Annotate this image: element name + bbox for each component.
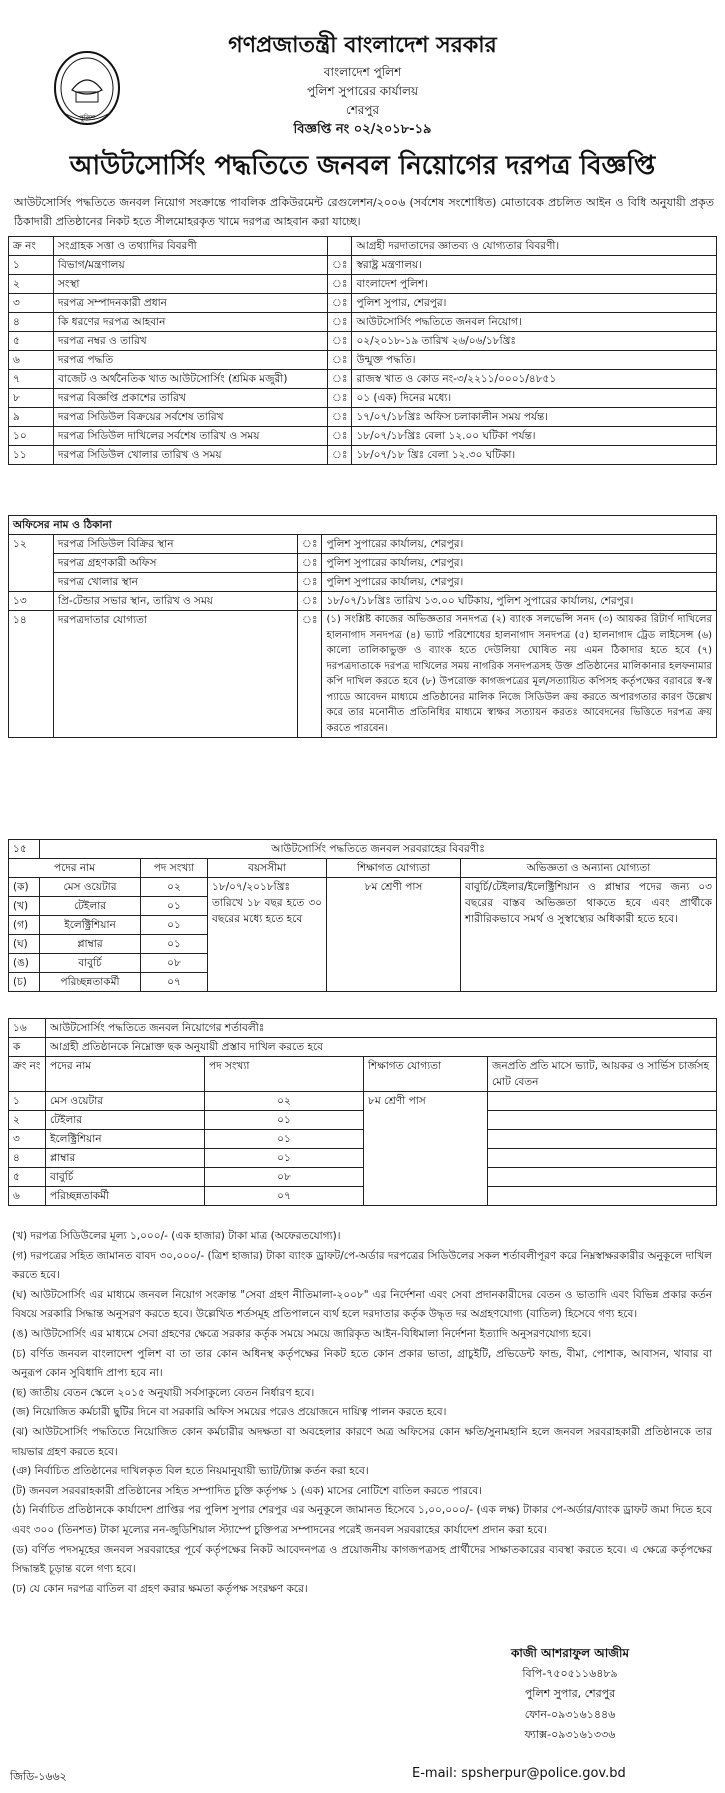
post-count: ০৮ (205, 1168, 364, 1187)
row-label: সংস্থা (54, 275, 328, 294)
post-name: টেইলার (40, 897, 141, 916)
colon: ঃ (328, 389, 352, 408)
row-value: আউটসোর্সিং পদ্ধতিতে জনবল নিয়োগ। (352, 313, 717, 332)
phone: ফোন-০৯৩১৬১৪৪৬ (524, 1707, 616, 1721)
row-label: দরপত্র সিডিউল বিক্রয়ের সর্বশেষ তারিখ (54, 408, 328, 427)
colon: ঃ (298, 611, 322, 738)
col-count: পদ সংখ্যা (141, 859, 208, 878)
colon: ঃ (328, 256, 352, 275)
row-value: পুলিশ সুপারের কার্যালয়, শেরপুর। (322, 573, 717, 592)
row-no: ৬ (9, 351, 54, 370)
table-row (9, 592, 717, 611)
table-header-row (9, 859, 717, 878)
post-count: ০১ (205, 1149, 364, 1168)
colon: ঃ (328, 275, 352, 294)
notice-number: বিজ্ঞপ্তি নং ০২/২০১৮-১৯ (293, 122, 432, 137)
table-row (9, 1149, 717, 1168)
email-link[interactable]: E-mail: spsherpur@police.gov.bd (412, 1766, 626, 1781)
row-no: ১৫ (9, 840, 40, 859)
condition-item: (ঙ) আউটসোর্সিং এর মাধ্যমে সেবা গ্রহণের ক্ষেত্রে সরকার কর্তৃক সময়ে সময়ে জারিকৃত আইন-বিধিমালা নির্দেশনা ইত্যাদি অনুসরণযোগ্য হবে। (12, 1327, 592, 1340)
row-no: ক (9, 1038, 46, 1057)
row-no: ৭ (9, 370, 54, 389)
condition-item: (চ) বর্ণিত জনবল বাংলাদেশ পুলিশ বা তা তার কোন অধিনস্থ কর্তৃপক্ষের নিকট হতে কোন প্রকার ভাতা, গ্রাচুইটি, প্রভিডেন্ট ফান্ড, বীমা, পোশাক, আবাসন, খাবার বা অনুরূপ কোন সুবিধাদি প্রাপ্য হবে না। (12, 1347, 712, 1380)
colon: ঃ (328, 294, 352, 313)
row-value: ০২/২০১৮-১৯ তারিখ ২৬/০৬/১৮খ্রিঃ (352, 332, 717, 351)
table-header-row (9, 237, 717, 256)
signatory-name: কাজী আশরাফুল আজীম (510, 1646, 630, 1660)
row-value: পুলিশ সুপারের কার্যালয়, শেরপুর। (322, 554, 717, 573)
table-row (9, 275, 717, 294)
table-row (9, 1092, 717, 1111)
row-index: (গ) (9, 916, 40, 935)
salary-cell (488, 1130, 717, 1149)
table-row (9, 1187, 717, 1206)
condition-item: (গ) দরপত্রের সহিত জামানত বাবদ ৩০,০০০/- (ত্রিশ হাজার) টাকা ব্যাংক ড্রাফট/পে-অর্ডার দরপত্রের সিডিউলের সকল শর্তাবলীপূরণ করে নিম্নস্বাক্ষরকারীর অনুকূলে দাখিল করতে হবে। (12, 1249, 712, 1282)
table-row (9, 1111, 717, 1130)
colon: ঃ (328, 427, 352, 446)
conditions-list (12, 1227, 712, 1599)
row-index: (ঘ) (9, 935, 40, 954)
post-count: ০৮ (141, 954, 208, 973)
row-value: রাজস্ব খাত ও কোড নং-৩/২২১১/০০০১/৪৮৫১ (352, 370, 717, 389)
row-label: কি ধরণের দরপত্র আহবান (54, 313, 328, 332)
col-count: পদ সংখ্যা (205, 1057, 364, 1092)
row-no: ৪ (9, 1149, 46, 1168)
memo-number: জিডি-১৬৬২ (10, 1770, 67, 1783)
colon: ঃ (328, 446, 352, 465)
row-no: ৫ (9, 332, 54, 351)
row-index: (চ) (9, 973, 40, 992)
post-name: ইলেক্ট্রিশিয়ান (40, 916, 141, 935)
post-count: ০২ (205, 1092, 364, 1111)
row-value: ১৭/০৭/১৮খ্রিঃ অফিস চলাকালীন সময় পর্যন্ত। (352, 408, 717, 427)
condition-item: (ঞ) নির্বাচিত প্রতিষ্ঠানের দাখিলকৃত বিল হতে নিয়মানুযায়ী ভ্যাট/ট্যাক্স কর্তন করা হবে। (12, 1465, 369, 1478)
row-no: ১৪ (9, 611, 54, 738)
education: ৮ম শ্রেণী পাস (364, 1092, 488, 1206)
table-row (9, 611, 717, 738)
row-label: দরপত্র সিডিউল খোলার তারিখ ও সময় (54, 446, 328, 465)
notice-title: আউটসোর্সিং পদ্ধতিতে জনবল নিয়োগের দরপত্র বিজ্ঞপ্তি (69, 151, 656, 181)
condition-item: (ট) জনবল সরবরাহকারী প্রতিষ্ঠানের সহিত সম্পাদিত চুক্তি কর্তৃপক্ষ ১ (এক) মাসের নোটিশে বাতিল করতে পারবে। (12, 1484, 482, 1497)
fax: ফ্যাক্স-০৯৩১৬১৩৩৬ (524, 1728, 616, 1741)
condition-item: (জ) নিয়োজিত কর্মচারী ছুটির দিনে বা সরকারি অফিস সময়ের পরেও প্রয়োজনে দায়িত্ব পালন করতে হবে। (12, 1406, 447, 1419)
condition-item: (খ) দরপত্র সিডিউলের মূল্য ১,০০০/- (এক হাজার) টাকা মাত্র (অফেরতযোগ্য)। (12, 1230, 341, 1242)
row-value: ১৮/০৭/১৮ খ্রিঃ বেলা ১২.৩০ ঘটিকা। (352, 446, 717, 465)
col-details: আগ্রহী দরদাতাদের জ্ঞাতব্য ও যোগ্যতার বিবরণী। (352, 237, 717, 256)
post-count: ০১ (141, 897, 208, 916)
condition-item: (ঠ) নির্বাচিত প্রতিষ্ঠানকে কার্যাদেশ প্রাপ্তির পর পুলিশ সুপার শেরপুর এর অনুকূলে জামানত হিসেবে ১,০০,০০০/- (এক লক্ষ) টাকার পে-অর্ডার/ব্যাংক ড্রাফট জমা দিতে হবে এবং ৩০০ (তিনশত) টাকা মূল্যের নন-জুডিশিয়াল স্ট্যাম্পে চুক্তিপত্র সম্পাদনের পরেই জনবল সরবরাহের কার্যাদেশ প্রদান করা হবে। (12, 1504, 712, 1536)
salary-cell (488, 1187, 717, 1206)
col-education: শিক্ষাগত যোগ্যতা (364, 1057, 488, 1092)
row-no: ২ (9, 275, 54, 294)
office-address-table (8, 515, 717, 738)
salary-cell (488, 1168, 717, 1187)
row-label: দরপত্র সম্পাদনকারী প্রধান (54, 294, 328, 313)
row-label: প্রি-টেন্ডার সভার স্থান, তারিখ ও সময় (54, 592, 298, 611)
row-label: দরপত্রদাতার যোগ্যতা (54, 611, 298, 738)
table-row (9, 573, 717, 592)
row-no: ১০ (9, 427, 54, 446)
section-title: অফিসের নাম ও ঠিকানা (9, 516, 717, 535)
colon: ঃ (328, 351, 352, 370)
row-index: (ক) (9, 878, 40, 897)
colon: ঃ (328, 370, 352, 389)
table-row (9, 351, 717, 370)
row-no: ১১ (9, 446, 54, 465)
post-count: ০১ (205, 1111, 364, 1130)
row-no: ১ (9, 1092, 46, 1111)
post-count: ০১ (141, 935, 208, 954)
colon: ঃ (328, 332, 352, 351)
colon: ঃ (328, 313, 352, 332)
table-row (9, 313, 717, 332)
row-no: ৫ (9, 1168, 46, 1187)
table-row (9, 878, 717, 897)
row-label: দরপত্র গ্রহণকারী অফিস (54, 554, 298, 573)
table-row (9, 535, 717, 554)
row-value: উন্মুক্ত পদ্ধতি। (352, 351, 717, 370)
department: বাংলাদেশ পুলিশ (323, 65, 402, 79)
condition-item: (ড) বর্ণিত পদসমূহের জনবল সরবরাহের পূর্বে কর্তৃপক্ষের নিকট আবেদনপত্র ও প্রয়োজনীয় কাগজপত্রসহ প্রার্থীদের সাক্ষাতকারের ব্যবস্থা করতে হবে। এ ক্ষেত্রে কর্তৃপক্ষের সিদ্ধান্তই চূড়ান্ত বলে গণ্য হবে। (12, 1543, 712, 1576)
salary-cell (488, 1111, 717, 1130)
colon: ঃ (298, 554, 322, 573)
col-serial: ক্রং নং (9, 1057, 46, 1092)
row-label: দরপত্র খোলার স্থান (54, 573, 298, 592)
row-no: ৬ (9, 1187, 46, 1206)
condition-item: (ছ) জাতীয় বেতন স্কেলে ২০১৫ অনুযায়ী সর্বসাকুল্যে বেতন নির্ধারণ হবে। (12, 1386, 315, 1399)
row-value: ১৮/০৭/১৮খ্রিঃ বেলা ১২.০০ ঘটিকা পর্যন্ত। (352, 427, 717, 446)
post-name: প্লাম্বার (40, 935, 141, 954)
office-place: শেরপুর (345, 103, 380, 117)
row-label: বাজেট ও অর্থনৈতিক খাত আউটসোর্সিং (শ্রমিক মজুরী) (54, 370, 328, 389)
row-value: পুলিশ সুপার, শেরপুর। (352, 294, 717, 313)
section-subtitle: আগ্রহী প্রতিষ্ঠানকে নিম্নোক্ত ছক অনুযায়ী প্রস্তাব দাখিল করতে হবে (46, 1038, 717, 1057)
col-experience: অভিজ্ঞতা ও অন্যান্য যোগ্যতা (461, 859, 717, 878)
govt-heading: গণপ্রজাতন্ত্রী বাংলাদেশ সরকার (228, 33, 497, 58)
row-index: (ঙ) (9, 954, 40, 973)
salary-cell (488, 1092, 717, 1111)
manpower-supply-table (8, 839, 717, 992)
condition-item: (ঘ) আউটসোর্সিং এর মাধ্যমে জনবল নিয়োগ সংক্রান্ত "সেবা গ্রহণ নীতিমালা-২০০৮" এর নির্দেশনা এবং সেবা প্রদানকারীদের বেতন ও ভাতাদি এবং বিভিন্ন প্রকার কর্তন বিষয়ে সরকারি সিদ্ধান্ত অনুসরণ করতে হবে। উল্লেখিত শর্তসমূহ প্রতিপালনে ব্যর্থ হলে দরদাতার কর্তৃক উদ্ধৃত দর অগ্রহণযোগ্য (বাতিল) হিসেবে গণ্য হবে। (12, 1288, 712, 1321)
post-name: মেস ওয়েটার (46, 1092, 205, 1111)
post-count: ০১ (205, 1130, 364, 1149)
education: ৮ম শ্রেণী পাস (327, 878, 461, 992)
table-row (9, 370, 717, 389)
table-row (9, 256, 717, 275)
table-row (9, 389, 717, 408)
row-label: দরপত্র সিডিউল বিক্রির স্থান (54, 535, 298, 554)
row-no: ৮ (9, 389, 54, 408)
row-value: (১) সংশ্লিষ্ট কাজের অভিজ্ঞতার সনদপত্র (২) ব্যাংক সলভেন্সি সনদ (৩) আয়কর রিটার্ণ দাখিলের হালনাগাদ সনদপত্র (৪) ভ্যাট পরিশোধের হালনাগাদ সনদপত্র (৫) হালনাগাদ ট্রেড লাইসেন্স (৬) কালো তালিকাভুক্ত ও ব্যাংক হতে দেউলিয়া ঘোষিত নয় এমন ঠিকাদার হতে হবে (৭) দরপত্রদাতাকে দরপত্র দাখিলের সময় নাগরিক সনদপত্রসহ উক্ত প্রতিষ্ঠানের মালিকানার হলফনামার কপি দাখিল করতে হবে (৮) উপরোক্ত কাগজপত্রের মূল/সত্যায়িত কপিসহ কর্তৃপক্ষের বরাবরে স্ব-স্ব প্যাডে আবেদন মাধ্যমে প্রতিষ্ঠানের মালিক নিজে সিডিউল ক্রয় করতে অপারগতার কারণ উল্লেখ করে তার মনোনীত প্রতিনিধির মাধ্যমে স্বাক্ষর সত্যায়ন করতঃ আবেদনের ভিত্তিতে দরপত্র ক্রয় করতে পারবেন। (322, 611, 717, 738)
row-value: বাংলাদেশ পুলিশ। (352, 275, 717, 294)
post-count: ০৭ (141, 973, 208, 992)
post-name: মেস ওয়েটার (40, 878, 141, 897)
row-no: ১ (9, 256, 54, 275)
col-post: পদের নাম (9, 859, 141, 878)
colon: ঃ (298, 535, 322, 554)
row-no: ২ (9, 1111, 46, 1130)
col-salary: জনপ্রতি প্রতি মাসে ভ্যাট, আয়কর ও সার্ভিস চার্জসহ মোট বেতন (488, 1057, 717, 1092)
row-label: দরপত্র পদ্ধতি (54, 351, 328, 370)
row-no: ১২ (9, 535, 54, 592)
col-post: পদের নাম (46, 1057, 205, 1092)
post-name: প্লাম্বার (46, 1149, 205, 1168)
row-label: বিভাগ/মন্ত্রণালয় (54, 256, 328, 275)
post-name: বাবুর্চি (40, 954, 141, 973)
col-education: শিক্ষাগত যোগ্যতা (327, 859, 461, 878)
condition-item: (ঝ) আউটসোর্সিং পদ্ধতিতে নিয়োজিত কোন কর্মচারীর অদক্ষতা বা অবহেলার কারণে অত্র অফিসের কোন ক্ষতি/সুনামহানি হলে জনবল সরবরাহকারী প্রতিষ্ঠানকে তার দায়ভার গ্রহণ করতে হবে। (12, 1425, 712, 1458)
row-index: (খ) (9, 897, 40, 916)
col-serial: ক্র নং (9, 237, 54, 256)
colon: ঃ (328, 408, 352, 427)
post-count: ০১ (141, 916, 208, 935)
post-name: টেইলার (46, 1111, 205, 1130)
post-name: ইলেক্ট্রিশিয়ান (46, 1130, 205, 1149)
row-no: ৪ (9, 313, 54, 332)
row-no: ১৬ (9, 1019, 46, 1038)
table-row (9, 408, 717, 427)
conditions-table (8, 1018, 717, 1206)
row-label: দরপত্র নম্বর ও তারিখ (54, 332, 328, 351)
bp-number: বিপি-৭৫০৫১১৬৪৮৯ (522, 1666, 618, 1680)
office-name: পুলিশ সুপারের কার্যালয় (306, 84, 419, 98)
experience: বাবুর্চি/টেইলার/ইলেক্ট্রিশিয়ান ও প্লাম্বার পদের জন্য ০৩ বছরের বাস্তব অভিজ্ঞতা থাকতে হবে এবং প্রার্থীকে শারীরিকভাবে সমর্থ ও সুস্বাস্থ্যের অধিকারী হতে হবে। (461, 878, 717, 992)
row-value: পুলিশ সুপারের কার্যালয়, শেরপুর। (322, 535, 717, 554)
row-value: ০১ (এক) দিনের মধ্যে। (352, 389, 717, 408)
row-value: স্বরাষ্ট্র মন্ত্রণালয়। (352, 256, 717, 275)
post-name: বাবুর্চি (46, 1168, 205, 1187)
row-no: ১৩ (9, 592, 54, 611)
salary-cell (488, 1149, 717, 1168)
seal-text: পুলিশ (78, 114, 96, 122)
post-count: ০৭ (205, 1187, 364, 1206)
table-row (9, 446, 717, 465)
table-row (9, 332, 717, 351)
section-title: আউটসোর্সিং পদ্ধতিতে জনবল সরবরাহের বিবরণীঃ (40, 840, 717, 859)
table-header-row (9, 1057, 717, 1092)
table-row (9, 554, 717, 573)
col-entity: সংগ্রাহক সত্তা ও তথ্যাদির বিবরণী (54, 237, 328, 256)
table-row (9, 427, 717, 446)
designation: পুলিশ সুপার, শেরপুর (524, 1687, 616, 1700)
table-row (9, 1168, 717, 1187)
condition-item: (ঢ) যে কোন দরপত্র বাতিল বা গ্রহণ করার ক্ষমতা কর্তৃপক্ষ সংরক্ষণ করে। (12, 1582, 308, 1595)
section-title: আউটসোর্সিং পদ্ধতিতে জনবল নিয়োগের শর্তাবলীঃ (46, 1019, 717, 1038)
post-name: পরিচ্ছন্নতাকর্মী (40, 973, 141, 992)
table-row (9, 1130, 717, 1149)
col-age: বয়সসীমা (208, 859, 327, 878)
signature-block (425, 1643, 715, 1746)
intro-paragraph: আউটসোর্সিং পদ্ধতিতে জনবল নিয়োগ সংক্রান্তে পাবলিক প্রকিউরমেন্ট রেগুলেশন/২০০৬ (সর্বশেষ সংশোধিত) মোতাবেক প্রচলিত আইন ও বিধি অনুযায়ী প্রকৃত ঠিকাদারী প্রতিষ্ঠানের নিকট হতে সীলমোহরকৃত খামে দরপত্র আহবান করা যাচ্ছে। (14, 196, 714, 228)
row-value: ১৮/০৭/১৮খ্রিঃ তারিখ ১৩.০০ ঘটিকায়, পুলিশ সুপারের কার্যালয়, শেরপুর। (322, 592, 717, 611)
tender-info-table (8, 236, 717, 465)
row-no: ৩ (9, 294, 54, 313)
post-name: পরিচ্ছন্নতাকর্মী (46, 1187, 205, 1206)
row-label: দরপত্র সিডিউল দাখিলের সর্বশেষ তারিখ ও সময় (54, 427, 328, 446)
post-count: ০২ (141, 878, 208, 897)
row-no: ৩ (9, 1130, 46, 1149)
age-limit: ১৮/০৭/২০১৮খ্রিঃ তারিখে ১৮ বছর হতে ৩০ বছরের মধ্যে হতে হবে (208, 878, 327, 992)
row-label: দরপত্র বিজ্ঞপ্তি প্রকাশের তারিখ (54, 389, 328, 408)
colon: ঃ (298, 592, 322, 611)
colon: ঃ (298, 573, 322, 592)
row-no: ৯ (9, 408, 54, 427)
table-row (9, 294, 717, 313)
